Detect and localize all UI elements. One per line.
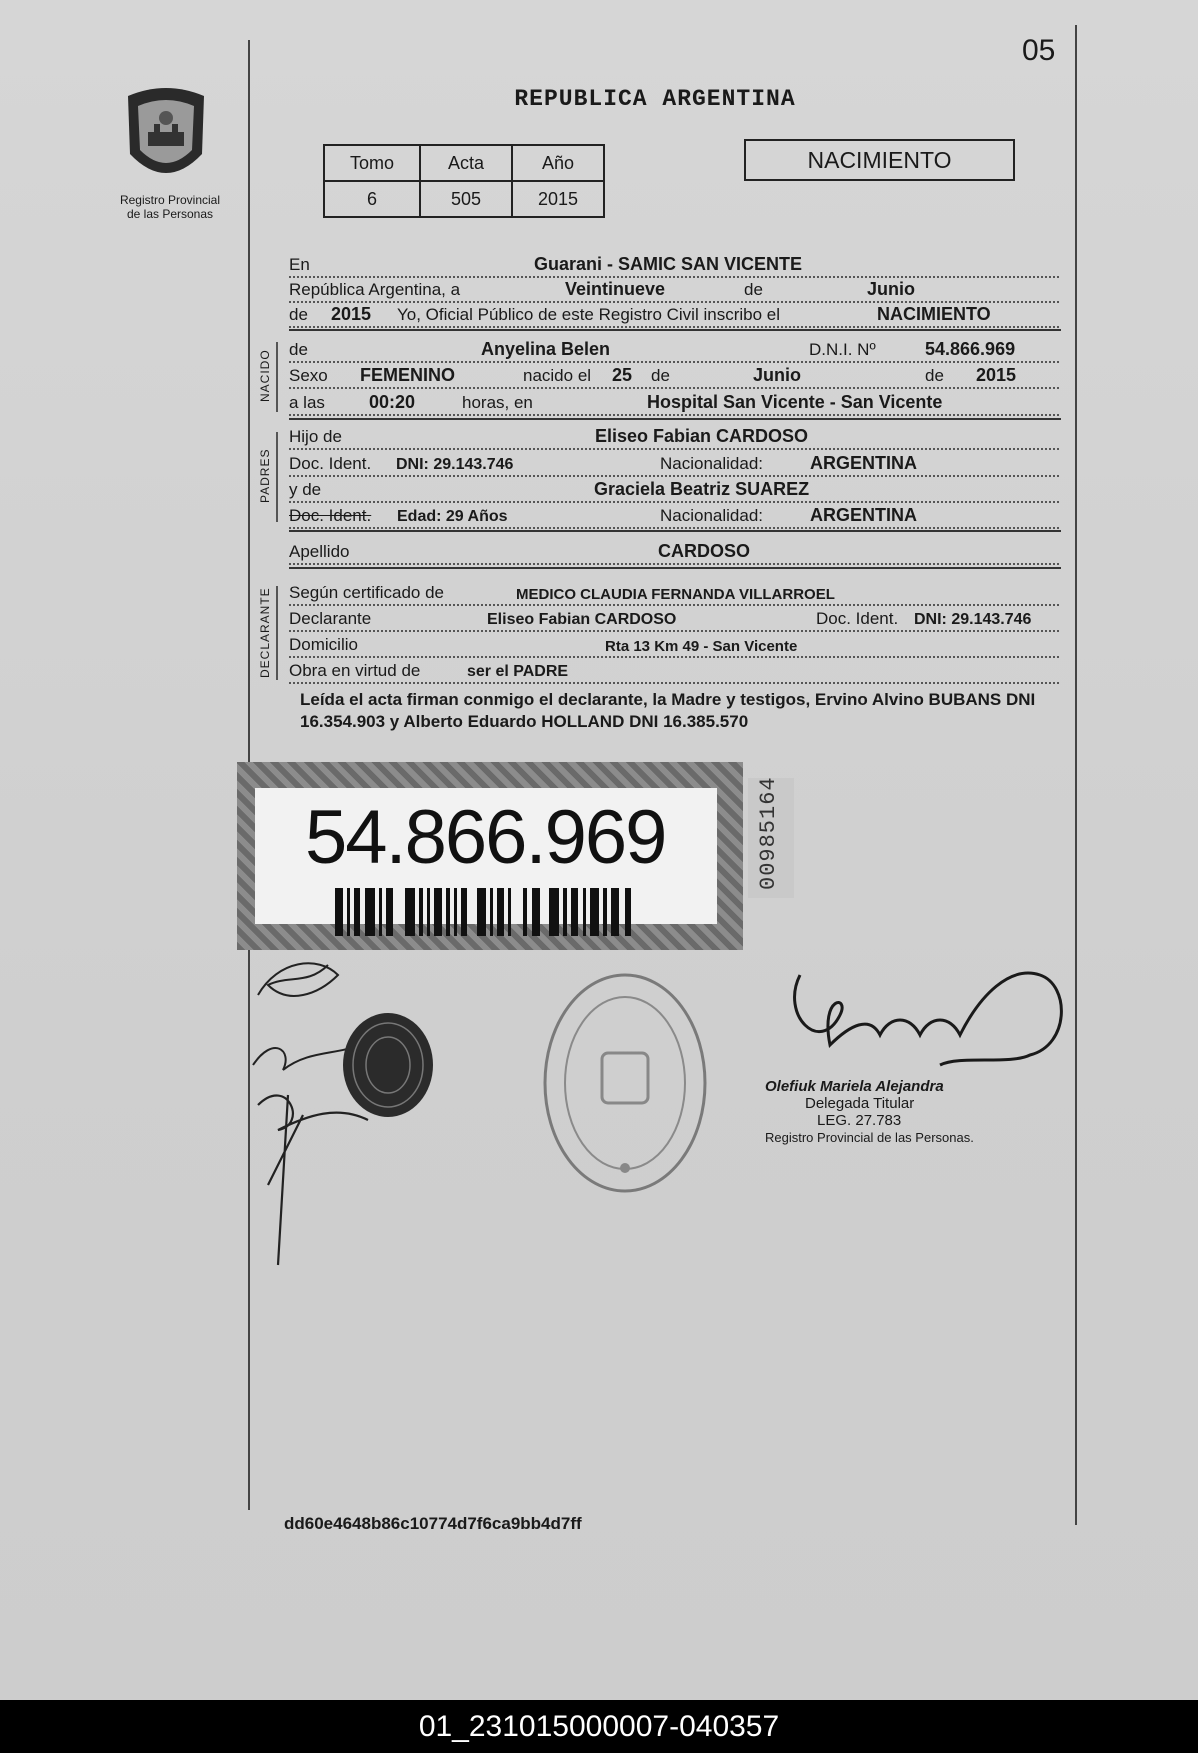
value-padre-nac: ARGENTINA — [810, 453, 917, 473]
value-madre: Graciela Beatriz SUAREZ — [594, 479, 810, 499]
officer-name: Olefiuk Mariela Alejandra — [765, 1078, 944, 1095]
value-madre-doc: Edad: 29 Años — [397, 508, 508, 525]
right-margin-line — [1075, 25, 1077, 1525]
label-hijo-de: Hijo de — [289, 427, 342, 446]
section-label-declarante: DECLARANTE — [258, 587, 272, 678]
registry-value-anio: 2015 — [512, 181, 604, 217]
value-padre-doc: DNI: 29.143.746 — [396, 456, 514, 473]
value-hora: 00:20 — [369, 392, 416, 412]
label-nacido-el: nacido el — [523, 366, 592, 385]
row-madre-doc — [289, 503, 1059, 529]
record-type-box: NACIMIENTO — [744, 139, 1015, 181]
value-dia-inscripcion: Veintinueve — [565, 279, 666, 299]
section-label-nacido: NACIDO — [258, 349, 272, 402]
label-en: En — [289, 255, 310, 274]
row-domicilio — [289, 632, 1059, 658]
signing-statement: Leída el acta firman conmigo el declarante, la Madre y testigos, Ervino Alvino BUBANS DNI 16.354.903 y Alberto Eduardo HOLLAND DNI 16.385.570 — [300, 690, 1036, 731]
value-tipo-inscripcion: NACIMIENTO — [877, 304, 991, 324]
row-apellido — [289, 539, 1059, 565]
label-y-de: y de — [289, 480, 322, 499]
row-hora — [289, 390, 1059, 416]
row-madre — [289, 477, 1059, 503]
row-sexo — [289, 363, 1059, 389]
file-reference-footer: 01_231015000007-040357 — [0, 1700, 1198, 1753]
label-domicilio: Domicilio — [289, 635, 358, 654]
label-de-mes: de — [651, 366, 670, 385]
value-lugar: Guarani - SAMIC SAN VICENTE — [534, 254, 803, 274]
row-certificado — [289, 580, 1059, 606]
divider-3 — [289, 530, 1061, 532]
value-anio-inscripcion: 2015 — [331, 304, 372, 324]
officer-signature — [780, 955, 1080, 1085]
label-apellido: Apellido — [289, 542, 350, 561]
section-line-padres — [276, 432, 278, 522]
value-anio-nac: 2015 — [976, 365, 1017, 385]
value-madre-nac: ARGENTINA — [810, 505, 917, 525]
value-declarante: Eliseo Fabian CARDOSO — [487, 611, 677, 628]
row-inscripcion — [289, 302, 1059, 328]
row-nombre — [289, 337, 1059, 363]
row-padre — [289, 424, 1059, 450]
province-seal-logo — [118, 84, 214, 192]
document-hash: dd60e4648b86c10774d7f6ca9bb4d7ff — [284, 1514, 582, 1533]
divider-4 — [289, 567, 1061, 569]
id-sticker — [237, 762, 743, 950]
value-declarante-doc: DNI: 29.143.746 — [914, 611, 1032, 628]
official-stamp — [540, 968, 710, 1198]
logo-caption-line2: de las Personas — [126, 207, 214, 221]
value-domicilio: Rta 13 Km 49 - San Vicente — [605, 638, 798, 655]
value-virtud: ser el PADRE — [467, 663, 569, 680]
registry-header-acta: Acta — [420, 145, 512, 181]
logo-caption-line1: Registro Provincial — [119, 193, 221, 207]
row-virtud — [289, 658, 1059, 684]
value-padre: Eliseo Fabian CARDOSO — [595, 426, 809, 446]
value-dia-nac: 25 — [612, 365, 633, 385]
officer-block — [765, 1078, 1005, 1146]
page-number: 05 — [1022, 34, 1056, 67]
registry-header-anio: Año — [512, 145, 604, 181]
label-nacionalidad-madre: Nacionalidad: — [660, 506, 764, 525]
row-declarante — [289, 606, 1059, 632]
label-nacionalidad-padre: Nacionalidad: — [660, 454, 764, 473]
value-sexo: FEMENINO — [360, 365, 456, 385]
logo-caption — [105, 193, 235, 221]
value-certificado: MEDICO CLAUDIA FERNANDA VILLARROEL — [516, 586, 835, 603]
value-lugar-nac: Hospital San Vicente - San Vicente — [647, 392, 943, 412]
section-line-declarante — [276, 586, 278, 680]
label-republica: República Argentina, a — [289, 280, 461, 299]
sticker-number: 54.866.969 — [305, 795, 666, 880]
officer-leg: LEG. 27.783 — [817, 1112, 902, 1129]
label-declarante: Declarante — [289, 609, 372, 628]
label-de-anio-nac: de — [925, 366, 944, 385]
label-de: de — [744, 280, 763, 299]
document-title: REPUBLICA ARGENTINA — [514, 86, 796, 112]
label-de-anio: de — [289, 305, 308, 324]
registry-value-tomo: 6 — [324, 181, 420, 217]
registry-value-acta: 505 — [420, 181, 512, 217]
registry-table — [323, 144, 605, 218]
value-apellido: CARDOSO — [658, 541, 751, 561]
label-a-las: a las — [289, 393, 325, 412]
label-doc-ident-declarante: Doc. Ident. — [816, 609, 899, 628]
row-fecha — [289, 277, 1059, 303]
serial-number: 00985164 — [756, 776, 781, 890]
value-mes-nac: Junio — [753, 365, 801, 385]
label-doc-ident-padre: Doc. Ident. — [289, 454, 372, 473]
label-dni: D.N.I. Nº — [809, 340, 876, 359]
divider-1 — [289, 329, 1061, 331]
divider-2 — [289, 418, 1061, 420]
label-segun-certificado: Según certificado de — [289, 583, 444, 602]
officer-role: Delegada Titular — [805, 1095, 915, 1112]
value-dni: 54.866.969 — [925, 339, 1016, 359]
officer-org: Registro Provincial de las Personas. — [765, 1130, 974, 1145]
label-doc-ident-madre-struck: Doc. Ident. — [289, 506, 372, 525]
section-line-nacido — [276, 342, 278, 412]
label-yo-oficial: Yo, Oficial Público de este Registro Civil inscribo el — [397, 305, 780, 324]
label-obra-en-virtud: Obra en virtud de — [289, 661, 421, 680]
row-padre-doc — [289, 451, 1059, 477]
registry-header-tomo: Tomo — [324, 145, 420, 181]
row-lugar — [289, 252, 1059, 278]
value-nombre: Anyelina Belen — [481, 339, 611, 359]
serial-tag — [748, 778, 794, 898]
label-horas-en: horas, en — [462, 393, 533, 412]
section-label-padres: PADRES — [258, 448, 272, 503]
label-de-nombre: de — [289, 340, 308, 359]
value-mes-inscripcion: Junio — [867, 279, 915, 299]
signatures-and-fingerprint — [248, 955, 478, 1275]
barcode — [335, 888, 635, 936]
label-sexo: Sexo — [289, 366, 328, 385]
sticker-label — [255, 788, 717, 924]
